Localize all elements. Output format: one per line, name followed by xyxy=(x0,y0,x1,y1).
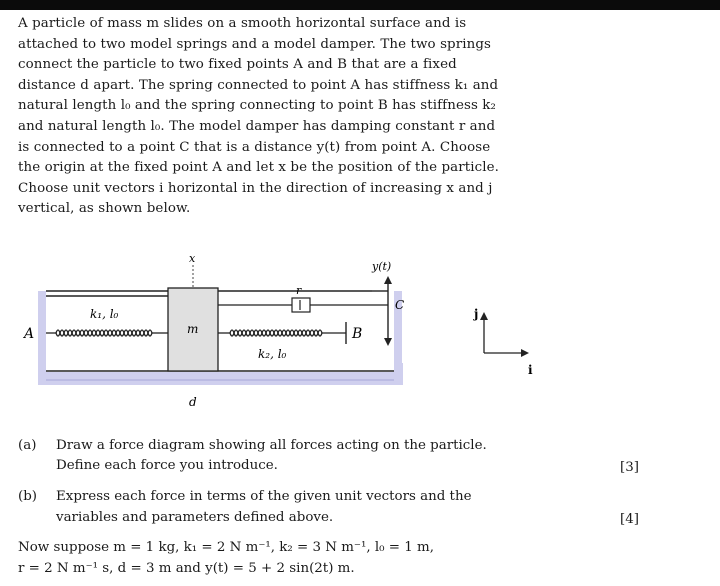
intro-line: natural length l₀ and the spring connecting to point B has stiffness k₂ xyxy=(18,98,496,114)
part-b-line1: Express each force in terms of the given unit vectors and the xyxy=(56,489,472,504)
intro-line: attached to two model springs and a model damper. The two springs xyxy=(18,36,491,52)
label-m: m xyxy=(187,322,199,336)
intro-line: vertical, as shown below. xyxy=(18,201,191,217)
unit-i-label: i xyxy=(528,363,533,377)
label-r: r xyxy=(296,284,302,297)
given-line1: Now suppose m = 1 kg, k₁ = 2 N m⁻¹, k₂ = 3 N m⁻¹, l₀ = 1 m, xyxy=(18,540,434,555)
unit-j-label: j xyxy=(474,307,479,321)
label-x: x xyxy=(189,252,196,265)
part-a-marks: [3] xyxy=(620,460,639,475)
intro-line: A particle of mass m slides on a smooth horizontal surface and is xyxy=(18,16,467,31)
intro-line: connect the particle to two fixed points A and B that are a fixed xyxy=(18,57,457,73)
intro-line: the origin at the fixed point A and let x be the position of the particle. xyxy=(18,160,499,176)
part-b-label: (b) xyxy=(18,489,38,504)
up-arrow-icon xyxy=(384,276,392,284)
part-a-label: (a) xyxy=(18,438,37,453)
spring1-label: k₁, l₀ xyxy=(90,307,119,321)
label-d: d xyxy=(189,395,197,409)
given-line2: r = 2 N m⁻¹ s, d = 3 m and y(t) = 5 + 2 sin(2t) m. xyxy=(18,561,355,576)
damper-cylinder xyxy=(292,298,310,312)
surface-gap xyxy=(46,291,394,372)
intro-line: and natural length l₀. The model damper has damping constant r and xyxy=(18,118,496,134)
part-b-line2: variables and parameters defined above. xyxy=(56,510,334,525)
label-yt: y(t) xyxy=(372,260,392,273)
label-a: A xyxy=(24,326,35,342)
intro-line: distance d apart. The spring connected to point A has stiffness k₁ and xyxy=(18,77,499,93)
intro-line: is connected to a point C that is a distance y(t) from point A. Choose xyxy=(18,139,491,155)
i-arrow-icon xyxy=(521,349,529,357)
part-a-line2: Define each force you introduce. xyxy=(56,458,278,473)
part-a-line1: Draw a force diagram showing all forces acting on the particle. xyxy=(56,438,487,453)
part-b-marks: [4] xyxy=(620,512,639,527)
intro-line: Choose unit vectors i horizontal in the direction of increasing x and j xyxy=(18,180,493,196)
wall-left xyxy=(38,291,46,371)
label-b: B xyxy=(352,326,363,342)
spring2-label: k₂, l₀ xyxy=(258,347,287,361)
j-arrow-icon xyxy=(480,312,488,320)
label-c: C xyxy=(395,298,405,312)
